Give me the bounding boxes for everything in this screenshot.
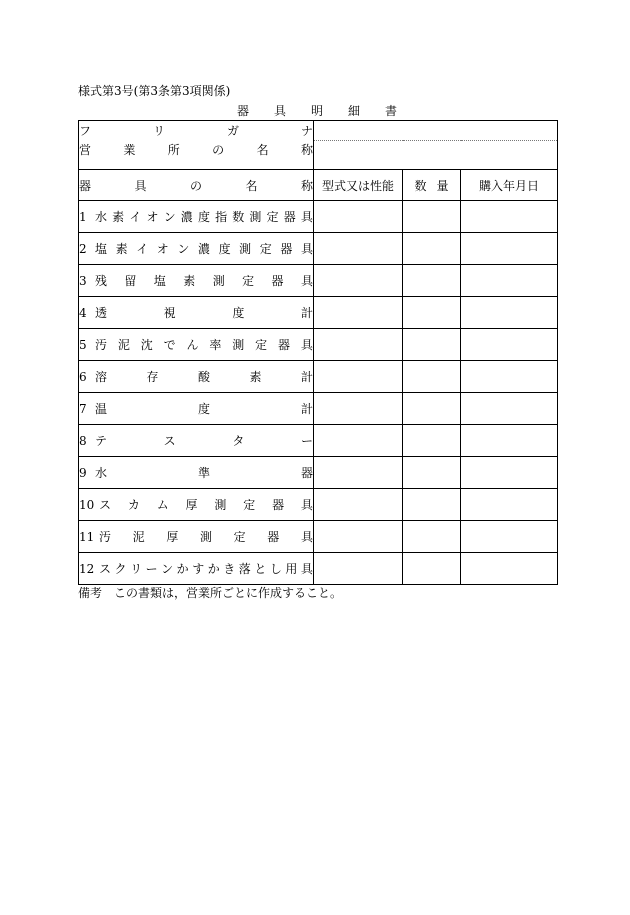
- purchase-date-cell[interactable]: [461, 393, 558, 425]
- equipment-name: [95, 208, 313, 225]
- equipment-name-char: で: [163, 338, 176, 352]
- quantity-cell[interactable]: [403, 489, 461, 521]
- table-row: [79, 553, 558, 585]
- equipment-name-char: 器: [278, 338, 291, 352]
- type-performance-cell[interactable]: [314, 361, 403, 393]
- equipment-name: [99, 496, 313, 513]
- equipment-name-char: オ: [146, 210, 159, 224]
- equipment-name-char: と: [254, 562, 267, 576]
- equipment-name-cell: [79, 297, 314, 329]
- document-title: [78, 102, 556, 119]
- equipment-name-char: ス: [99, 562, 112, 576]
- equipment-name: [95, 432, 313, 449]
- equipment-name-char: 素: [183, 274, 196, 288]
- item-number: 6: [79, 369, 87, 384]
- equipment-name-char: テ: [95, 434, 108, 448]
- equipment-name-char: 具: [300, 274, 313, 288]
- furigana-char: ガ: [226, 124, 239, 139]
- table-row: [79, 233, 558, 265]
- quantity-cell[interactable]: [403, 521, 461, 553]
- equipment-name-char: 計: [300, 402, 313, 416]
- equipment-name-char: ス: [163, 434, 176, 448]
- purchase-date-cell[interactable]: [461, 489, 558, 521]
- equipment-name: [95, 464, 313, 481]
- quantity-cell[interactable]: [403, 329, 461, 361]
- office-name-char: 業: [123, 142, 136, 157]
- quantity-cell[interactable]: [403, 457, 461, 489]
- equipment-name-cell: [79, 329, 314, 361]
- type-performance-cell[interactable]: [314, 425, 403, 457]
- equipment-name-char: 測: [212, 274, 225, 288]
- title-char: 細: [348, 104, 361, 118]
- header-char: の: [189, 178, 202, 193]
- equipment-name-char: 酸: [197, 370, 210, 384]
- equipment-name-char: 測: [214, 498, 227, 512]
- header-char: 称: [300, 178, 313, 193]
- equipment-name-cell: [79, 393, 314, 425]
- equipment-name-char: 定: [255, 338, 268, 352]
- equipment-name-char: 度: [197, 210, 210, 224]
- title-char: 書: [385, 104, 398, 118]
- header-quantity-char: 数: [414, 178, 427, 193]
- item-number: 7: [79, 401, 87, 416]
- quantity-cell[interactable]: [403, 425, 461, 457]
- item-number: 10: [79, 497, 95, 512]
- equipment-name-char: 定: [242, 274, 255, 288]
- equipment-name-char: 定: [243, 498, 256, 512]
- table-row: [79, 489, 558, 521]
- equipment-name-char: 具: [300, 242, 313, 256]
- furigana-input-cell[interactable]: [314, 121, 558, 141]
- type-performance-cell[interactable]: [314, 329, 403, 361]
- equipment-name-char: オ: [156, 242, 169, 256]
- header-char: 名: [245, 178, 258, 193]
- equipment-name-char: 器: [280, 242, 293, 256]
- equipment-name-char: か: [207, 562, 220, 576]
- type-performance-cell[interactable]: [314, 553, 403, 585]
- equipment-name-cell: [79, 233, 314, 265]
- equipment-name-char: カ: [127, 498, 140, 512]
- equipment-name-char: 数: [232, 210, 245, 224]
- purchase-date-cell[interactable]: [461, 553, 558, 585]
- purchase-date-cell[interactable]: [461, 425, 558, 457]
- equipment-name-char: き: [223, 562, 236, 576]
- type-performance-cell[interactable]: [314, 201, 403, 233]
- purchase-date-cell[interactable]: [461, 265, 558, 297]
- equipment-name-char: 測: [232, 338, 245, 352]
- item-number: 9: [79, 465, 87, 480]
- equipment-name-char: ン: [161, 562, 174, 576]
- quantity-cell[interactable]: [403, 361, 461, 393]
- equipment-name-char: イ: [129, 210, 142, 224]
- equipment-name-cell: [79, 265, 314, 297]
- item-number: 3: [79, 273, 87, 288]
- furigana-label-cell: [79, 121, 314, 141]
- equipment-name-char: 定: [259, 242, 272, 256]
- equipment-name-cell: [79, 457, 314, 489]
- furigana-char: フ: [79, 124, 92, 139]
- purchase-date-cell[interactable]: [461, 521, 558, 553]
- quantity-cell[interactable]: [403, 553, 461, 585]
- equipment-name: [99, 560, 313, 577]
- equipment-name-char: 用: [285, 562, 298, 576]
- equipment-name-char: 水: [95, 210, 108, 224]
- header-char: 器: [79, 178, 92, 193]
- quantity-cell[interactable]: [403, 393, 461, 425]
- item-number: 2: [79, 241, 87, 256]
- equipment-name-char: 透: [95, 306, 108, 320]
- equipment-name-char: ン: [163, 210, 176, 224]
- equipment-name-char: 留: [124, 274, 137, 288]
- item-number: 4: [79, 305, 87, 320]
- header-type-performance: 型式又は性能: [314, 170, 403, 201]
- equipment-name-char: 指: [215, 210, 228, 224]
- equipment-name-char: 器: [283, 210, 296, 224]
- equipment-name-char: 率: [209, 338, 222, 352]
- equipment-name-char: 具: [300, 210, 313, 224]
- title-char: 明: [310, 104, 323, 118]
- table-row: [79, 393, 558, 425]
- header-quantity: [403, 170, 461, 201]
- office-name-char: 名: [256, 142, 269, 157]
- type-performance-cell[interactable]: [314, 233, 403, 265]
- equipment-name-char: 素: [112, 210, 125, 224]
- table-row: [79, 361, 558, 393]
- equipment-name-cell: [79, 553, 314, 585]
- item-number: 12: [79, 561, 95, 576]
- table-row: [79, 521, 558, 553]
- equipment-name-char: 塩: [153, 274, 166, 288]
- equipment-name-char: ス: [99, 498, 112, 512]
- equipment-name-cell: [79, 361, 314, 393]
- equipment-name-char: 器: [271, 274, 284, 288]
- equipment-name-char: 測: [239, 242, 252, 256]
- equipment-name-char: し: [269, 562, 282, 576]
- equipment-name-cell: [79, 489, 314, 521]
- equipment-name-char: 溶: [95, 370, 108, 384]
- table-row: [79, 329, 558, 361]
- header-purchase-date: 購入年月日: [461, 170, 558, 201]
- equipment-name-char: 度: [197, 402, 210, 416]
- equipment-name-char: 具: [300, 498, 313, 512]
- equipment-name-char: 濃: [197, 242, 210, 256]
- equipment-name-char: 器: [300, 466, 313, 480]
- equipment-name-char: 存: [146, 370, 159, 384]
- equipment-name-char: 準: [197, 466, 210, 480]
- equipment-name-char: 定: [266, 210, 279, 224]
- equipment-name-char: 沈: [140, 338, 153, 352]
- equipment-name-char: ン: [177, 242, 190, 256]
- office-name-input-cell[interactable]: [314, 141, 558, 170]
- equipment-name-char: 定: [233, 530, 246, 544]
- equipment-name-char: 具: [300, 562, 313, 576]
- furigana-char: ナ: [300, 124, 313, 139]
- title-char: 具: [273, 104, 286, 118]
- quantity-cell[interactable]: [403, 201, 461, 233]
- equipment-name-char: か: [176, 562, 189, 576]
- equipment-name-char: リ: [130, 562, 143, 576]
- quantity-cell[interactable]: [403, 233, 461, 265]
- equipment-name-char: タ: [232, 434, 245, 448]
- title-char: 器: [236, 104, 249, 118]
- equipment-name: [95, 400, 313, 417]
- equipment-name-char: 厚: [166, 530, 179, 544]
- type-performance-cell[interactable]: [314, 489, 403, 521]
- equipment-name-char: ー: [145, 562, 158, 576]
- remarks-note: 備考 この書類は，営業所ごとに作成すること。: [78, 586, 343, 600]
- equipment-name-char: 視: [163, 306, 176, 320]
- equipment-name-char: 落: [238, 562, 251, 576]
- furigana-char: リ: [152, 124, 165, 139]
- type-performance-cell[interactable]: [314, 265, 403, 297]
- equipment-name-char: 泥: [132, 530, 145, 544]
- equipment-name-char: 素: [249, 370, 262, 384]
- equipment-name-char: 器: [267, 530, 280, 544]
- quantity-cell[interactable]: [403, 265, 461, 297]
- equipment-name-char: 計: [300, 306, 313, 320]
- quantity-cell[interactable]: [403, 297, 461, 329]
- equipment-name-char: 測: [199, 530, 212, 544]
- table-row: [79, 297, 558, 329]
- type-performance-cell[interactable]: [314, 393, 403, 425]
- equipment-name-char: 具: [300, 338, 313, 352]
- item-number: 11: [79, 529, 95, 544]
- equipment-name: [95, 336, 313, 353]
- equipment-name-char: ー: [300, 434, 313, 448]
- equipment-name-char: ム: [156, 498, 169, 512]
- equipment-name-cell: [79, 521, 314, 553]
- equipment-name: [95, 272, 313, 289]
- purchase-date-cell[interactable]: [461, 297, 558, 329]
- item-number: 8: [79, 433, 87, 448]
- office-name-char: 称: [300, 142, 313, 157]
- header-equipment-name: [79, 170, 314, 201]
- equipment-name-char: 厚: [185, 498, 198, 512]
- equipment-name-char: 器: [272, 498, 285, 512]
- equipment-name-char: 塩: [95, 242, 108, 256]
- equipment-name-char: 温: [95, 402, 108, 416]
- purchase-date-cell[interactable]: [461, 233, 558, 265]
- equipment-name-char: 残: [95, 274, 108, 288]
- equipment-name-char: イ: [136, 242, 149, 256]
- purchase-date-cell[interactable]: [461, 361, 558, 393]
- equipment-name-char: 具: [300, 530, 313, 544]
- equipment-name: [95, 368, 313, 385]
- equipment-name-char: 泥: [117, 338, 130, 352]
- purchase-date-cell[interactable]: [461, 201, 558, 233]
- equipment-name: [95, 304, 313, 321]
- type-performance-cell[interactable]: [314, 521, 403, 553]
- purchase-date-cell[interactable]: [461, 457, 558, 489]
- equipment-name-char: 汚: [99, 530, 112, 544]
- equipment-name-char: 度: [232, 306, 245, 320]
- equipment-name-char: 水: [95, 466, 108, 480]
- equipment-name-char: す: [192, 562, 205, 576]
- type-performance-cell[interactable]: [314, 297, 403, 329]
- equipment-name-cell: [79, 201, 314, 233]
- equipment-name-char: 素: [115, 242, 128, 256]
- item-number: 5: [79, 337, 87, 352]
- equipment-name-cell: [79, 425, 314, 457]
- equipment-name-char: 汚: [95, 338, 108, 352]
- table-row: [79, 457, 558, 489]
- item-number: 1: [79, 209, 87, 224]
- table-row: [79, 201, 558, 233]
- form-number-label: 様式第3号(第3条第3項関係): [78, 84, 231, 98]
- equipment-table: [78, 120, 558, 585]
- equipment-name: [99, 528, 313, 545]
- office-name-char: 営: [79, 142, 92, 157]
- equipment-name-char: 計: [300, 370, 313, 384]
- equipment-name-char: 測: [249, 210, 262, 224]
- table-row: [79, 265, 558, 297]
- equipment-name-char: ク: [114, 562, 127, 576]
- table-row: [79, 425, 558, 457]
- office-name-label-cell: [79, 141, 314, 170]
- equipment-name-char: 度: [218, 242, 231, 256]
- office-name-char: の: [212, 142, 225, 157]
- office-name-char: 所: [167, 142, 180, 157]
- type-performance-cell[interactable]: [314, 457, 403, 489]
- header-quantity-char: 量: [436, 178, 449, 193]
- item-rows: [79, 201, 558, 585]
- equipment-name-char: ん: [186, 338, 199, 352]
- equipment-name-char: 濃: [180, 210, 193, 224]
- equipment-name: [95, 240, 313, 257]
- purchase-date-cell[interactable]: [461, 329, 558, 361]
- header-char: 具: [134, 178, 147, 193]
